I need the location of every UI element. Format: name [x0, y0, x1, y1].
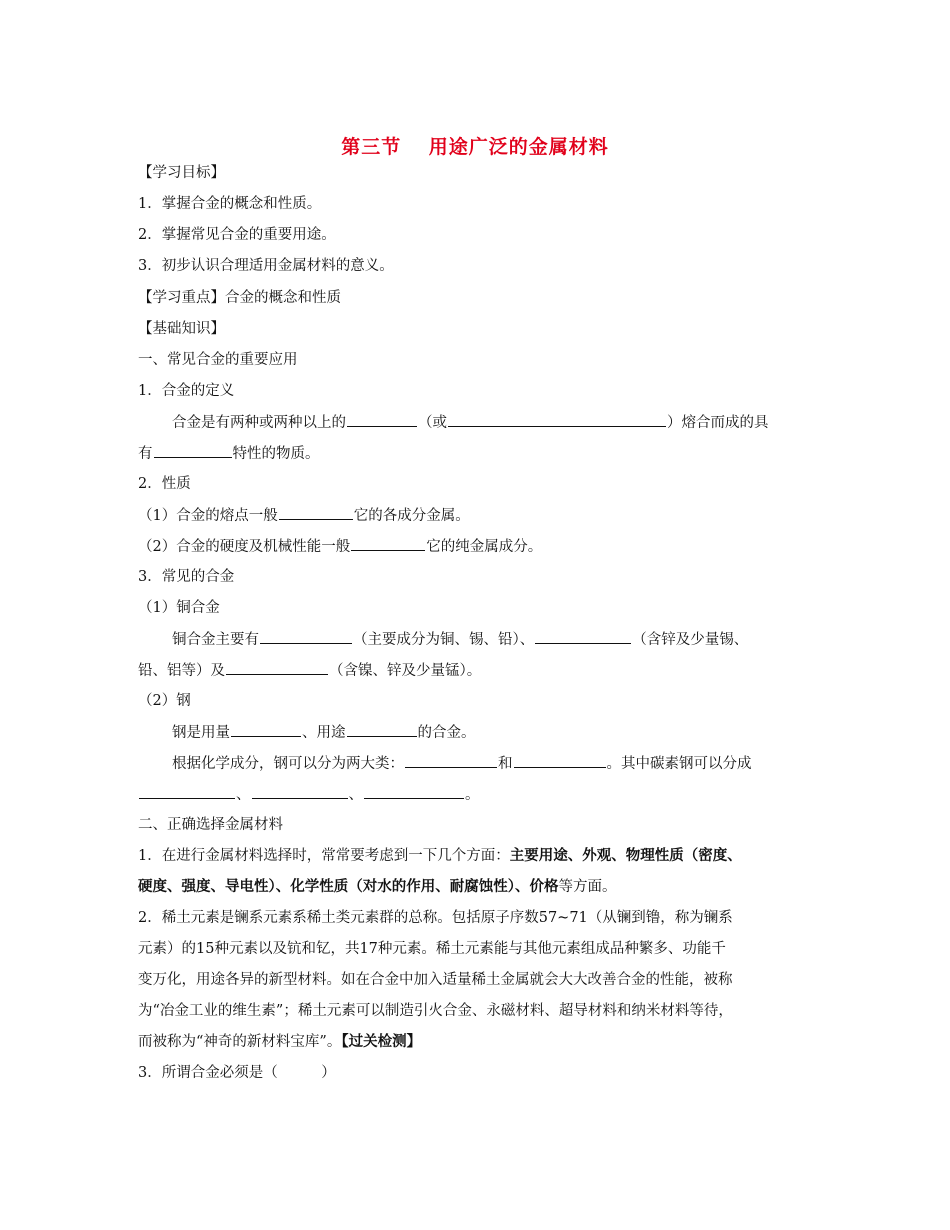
fill-blank[interactable]: [231, 722, 301, 737]
copper-line-1: 铜合金主要有 （主要成分为铜、锡、铅）、 （含锌及少量锡、: [172, 629, 748, 650]
fill-blank[interactable]: [351, 536, 425, 551]
rare-earth-line-4: 为“冶金工业的维生素”；稀土元素可以制造引火合金、永磁材料、超导材料和纳米材料等待，: [138, 1003, 733, 1019]
section-2-heading: 二、正确选择金属材料: [138, 817, 283, 833]
fill-blank[interactable]: [279, 505, 353, 520]
steel-line-1: 钢是用量 、用途 的合金。: [172, 722, 476, 743]
common-alloys-heading: 3．常见的合金: [138, 569, 235, 585]
definition-heading: 1．合金的定义: [138, 383, 235, 399]
steel-line-3: 、 、 。: [138, 784, 480, 805]
basics-heading: 【基础知识】: [138, 321, 225, 337]
fill-blank[interactable]: [226, 660, 328, 675]
fill-blank[interactable]: [347, 412, 417, 427]
steel-line-2: 根据化学成分，钢可以分为两大类： 和 。其中碳素钢可以分成: [172, 753, 752, 774]
rare-earth-line-1: 2．稀土元素是镧系元素系稀土类元素群的总称。包括原子序数57~71（从镧到镥，称为镧系: [138, 910, 733, 926]
key-point-line: [138, 288, 341, 308]
definition-line-1: 合金是有两种或两种以上的 （或 ）熔合而成的具: [172, 412, 769, 433]
objective-item: 1．掌握合金的概念和性质。: [138, 196, 322, 212]
rare-earth-line-2: 元素）的15种元素以及钪和钇，共17种元素。稀土元素能与其他元素组成品种繁多、功能千: [138, 941, 726, 957]
page-title: 第三节 用途广泛的金属材料: [341, 136, 609, 158]
rare-earth-line-5: 而被称为“神奇的新材料宝库”。【过关检测】: [138, 1033, 422, 1050]
fill-blank[interactable]: [448, 412, 666, 427]
fill-blank[interactable]: [139, 784, 235, 799]
key-point-text: 合金的概念和性质: [225, 290, 341, 306]
objective-item: 2．掌握常见合金的重要用途。: [138, 227, 336, 243]
key-point-label: 【学习重点】: [138, 290, 225, 306]
checkpoint-heading: 【过关检测】: [341, 1033, 422, 1050]
objectives-heading: 【学习目标】: [138, 165, 225, 181]
fill-blank[interactable]: [347, 722, 417, 737]
fill-blank[interactable]: [252, 784, 348, 799]
question-3: 3．所谓合金必须是（ ）: [138, 1065, 336, 1081]
fill-blank[interactable]: [260, 629, 352, 644]
steel-heading: （2）钢: [138, 693, 191, 709]
property-2: （2）合金的硬度及机械性能一般 它的纯金属成分。: [138, 536, 542, 557]
fill-blank[interactable]: [364, 784, 464, 799]
property-heading: 2．性质: [138, 476, 191, 492]
copper-line-2: 铅、铝等）及 （含镍、锌及少量锰）。: [138, 660, 481, 681]
rare-earth-line-3: 变万化，用途各异的新型材料。如在合金中加入适量稀土金属就会大大改善合金的性能，被称: [138, 972, 733, 988]
property-1: （1）合金的熔点一般 它的各成分金属。: [138, 505, 470, 526]
fill-blank[interactable]: [514, 753, 606, 768]
selection-line-1: 1．在进行金属材料选择时，常常要考虑到一下几个方面：主要用途、外观、物理性质（密度、: [138, 847, 742, 864]
selection-line-2: 硬度、强度、导电性）、化学性质（对水的作用、耐腐蚀性）、价格等方面。: [138, 878, 617, 895]
objective-item: 3．初步认识合理适用金属材料的意义。: [138, 258, 394, 274]
copper-heading: （1）铜合金: [138, 600, 220, 616]
fill-blank[interactable]: [535, 629, 631, 644]
definition-line-2: 有 特性的物质。: [138, 443, 320, 464]
fill-blank[interactable]: [154, 443, 232, 458]
fill-blank[interactable]: [405, 753, 497, 768]
section-1-heading: 一、常见合金的重要应用: [138, 352, 298, 368]
